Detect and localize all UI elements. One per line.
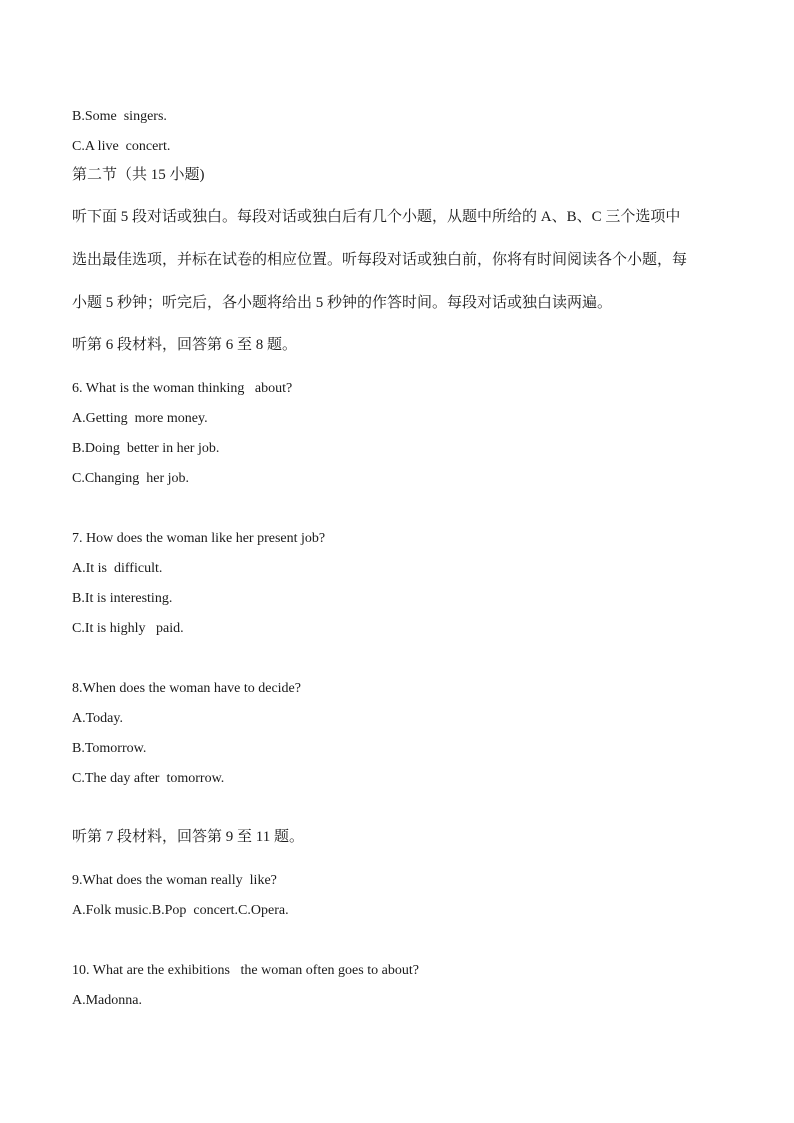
material-7-heading: 听第 7 段材料，回答第 9 至 11 题。 (72, 829, 304, 845)
q10-question: 10. What are the exhibitions the woman often goes to about? (72, 963, 419, 978)
instructions-line-3: 小题 5 秒钟；听完后，各小题将给出 5 秒钟的作答时间。每段对话或独白读两遍。 (72, 295, 613, 311)
q8-option-c: C.The day after tomorrow. (72, 771, 225, 786)
instructions-line-1: 听下面 5 段对话或独白。每段对话或独白后有几个小题，从题中所给的 A、B、C 三个选项中 (72, 209, 681, 225)
q8-option-b: B.Tomorrow. (72, 741, 147, 756)
instructions-line-2: 选出最佳选项，并标在试卷的相应位置。听每段对话或独白前，你将有时间阅读各个小题，每 (72, 252, 688, 268)
q6-question: 6. What is the woman thinking about? (72, 381, 293, 396)
section-heading: 第二节（共 15 小题) (72, 167, 205, 183)
q6-option-b: B.Doing better in her job. (72, 441, 220, 456)
q5-option-c: C.A live concert. (72, 139, 171, 154)
material-6-heading: 听第 6 段材料，回答第 6 至 8 题。 (72, 337, 298, 353)
q7-option-b: B.It is interesting. (72, 591, 173, 606)
q8-option-a: A.Today. (72, 711, 123, 726)
q9-options: A.Folk music.B.Pop concert.C.Opera. (72, 903, 289, 918)
q7-question: 7. How does the woman like her present job? (72, 531, 326, 546)
q7-option-c: C.It is highly paid. (72, 621, 184, 636)
q6-option-a: A.Getting more money. (72, 411, 208, 426)
q8-question: 8.When does the woman have to decide? (72, 681, 301, 696)
q5-option-b: B.Some singers. (72, 109, 167, 124)
q10-option-a: A.Madonna. (72, 993, 142, 1008)
q7-option-a: A.It is difficult. (72, 561, 163, 576)
q6-option-c: C.Changing her job. (72, 471, 190, 486)
q9-question: 9.What does the woman really like? (72, 873, 277, 888)
